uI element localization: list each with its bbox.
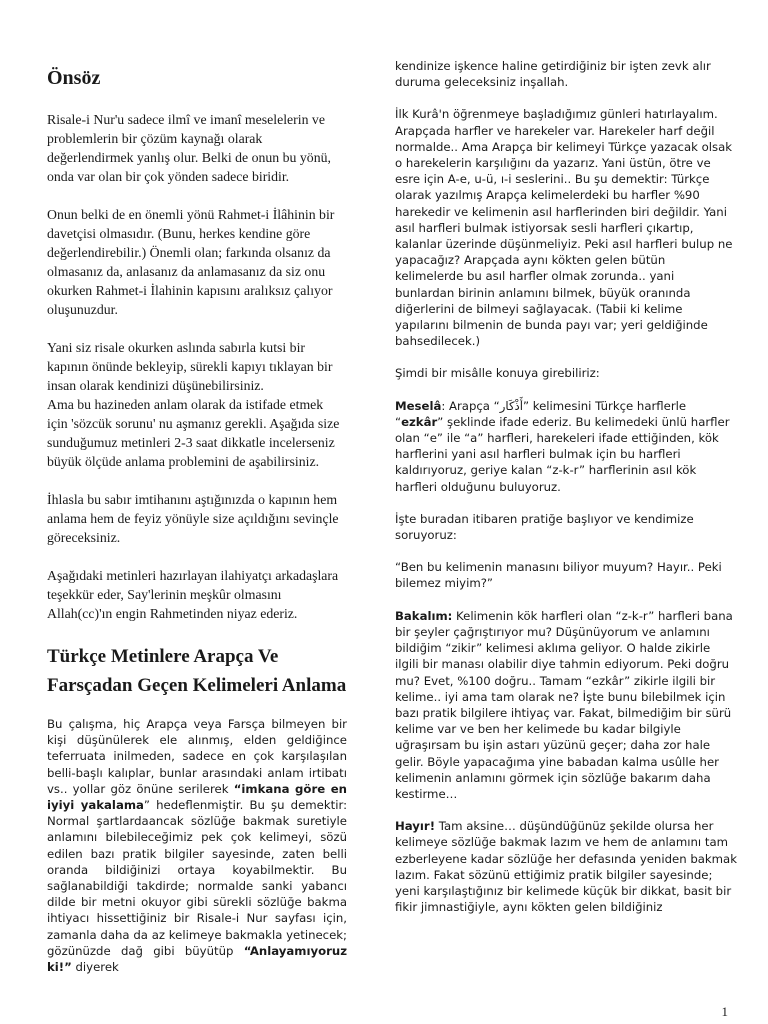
text-run: ” şeklinde ifade ederiz. Bu kelimedeki ünlü harfler olan “e” ile “a” harfleri, harekeleri ifade ettiğinden, kök harflerini yani asıl harfleri bulmak için bu harfleri kaldırıyoruz, geriye kalan “z-k-r” harflerinin asıl kök harfleri olduğunu buluyoruz.: [395, 414, 730, 494]
text-run: ” kelimesini Türkçe harflerle “: [395, 398, 687, 429]
text-run: : Arapça “: [441, 398, 500, 413]
preface-paragraph-6: Aşağıdaki metinleri hazırlayan ilahiyatçı arkadaşlara teşekkür eder, Say'lerinin meşkûr olmasını Allah(cc)'ın engin Rahmetinden niyaz ederiz.: [47, 568, 339, 621]
page-number: 1: [721, 1004, 728, 1019]
bold-phrase: “imkana göre en iyiyi yakalama: [47, 781, 347, 813]
right-paragraph-5: İşte buradan itibaren pratiğe başlıyor ve kendimize soruyoruz:: [395, 511, 694, 543]
text-run: Tam aksine… düşündüğünüz şekilde olursa her kelimeye sözlüğe bakmak lazım ve hem de anlamını tam ezberleyene kadar sözlüğe her defasında yeniden bakmak lazım. Fakat sözünü ettiğimiz pratik bilgiler sayesinde; yeni karşılaştığınız bir kelimede küçük bir dikkat, basit bir fikir jimnastiğiyle, aynı kökten gelen bildiğiniz: [395, 819, 737, 915]
preface-heading: Önsöz: [47, 67, 101, 89]
quoted-question: “Ben bu kelimenin manasını biliyor muyum? Hayır.. Peki bilemez miyim?”: [395, 560, 722, 591]
bold-phrase: “Anlayamıyoruz ki!”: [47, 943, 347, 975]
preface-paragraph-5: İhlasla bu sabır imtihanını aştığınızda o kapının hem anlama hem de feyiz yönüyle size açıldığını sevinçle göreceksiniz.: [47, 492, 339, 545]
transliterated-word: ezkâr: [401, 414, 438, 429]
text-run: diyerek: [71, 960, 119, 975]
section-heading: Türkçe Metinlere Arapça Ve Farsçadan Geçen Kelimeleri Anlama: [47, 646, 347, 696]
arabic-word: أَذْكَار: [499, 398, 523, 413]
paragraph-label: Bakalım:: [395, 608, 453, 623]
right-paragraph-1: kendinize işkence haline getirdiğiniz bir işten zevk alır duruma geleceksiniz inşallah.: [395, 59, 711, 90]
text-run: Kelimenin kök harfleri olan “z-k-r” harfleri bana bir şeyler çağrıştırıyor mu? Düşünüyorum ve anlamını bildiğim “zikir” kelimesi aklıma geliyor. O halde zikirle ilgili bir manası olabilir diye tahmin ediyorum. Peki doğru mu? Evet, %100 doğru.. Tamam “ezkâr” zikirle ilgili bir kelime.. iyi ama tam olarak ne? İşte bunu bilebilmek için bazı pratik bilgilere ihtiyaç var. Fakat, bilmediğim bir sürü kelime var ve ben her kelimede bu kadar bilgiyle uğraşırsam bu işin astarı yüzünü geçer; daha zor hale gelir. Böyle yapacağıma yine babadan kalma usûlle her kelimenin anlamını görmek için sözlüğe bakarım daha kestirme…: [395, 608, 733, 801]
right-paragraph-3: Şimdi bir misâlle konuya girebiliriz:: [395, 366, 600, 381]
section-paragraph-1: [47, 716, 347, 975]
right-column: [395, 58, 737, 915]
preface-paragraph-1: Risale-i Nur'u sadece ilmî ve imanî meselelerin ve problemlerin bir çözüm kaynağı olarak değerlendirmek yanlış olur. Belki de onun bu yönü, onda var olan bir çok yönden sadece biridir.: [47, 112, 331, 184]
preface-paragraph-2: Onun belki de en önemli yönü Rahmet-i İlâhinin bir davetçisi olmasıdır. (Bunu, herkes kendine göre değerlendirebilir.) Önemli olan; farkında olsanız da olmasanız da, anlasanız da anlamasanız da siz onu okurken Rahmet-i İlahinin kapısını aralıksız çalıyor oluşunuzdur.: [47, 207, 335, 317]
example-paragraph: [395, 398, 737, 495]
preface-paragraph-3: Yani siz risale okurken aslında sabırla kutsi bir kapının önünde bekleyip, sürekli kapıyı tıklayan bir insan olarak kendinizi düşünebilirsiniz.: [47, 340, 333, 393]
preface-paragraph-4: Ama bu hazineden anlam olarak da istifade etmek için 'sözcük sorunu' nu aşmanız gerekli. Aşağıda size sunduğumuz metinleri 2-3 saat dikkatle incelerseniz büyük ölçüde anlama problemini de aşabilirsiniz.: [47, 397, 340, 469]
left-column: [47, 58, 347, 975]
right-paragraph-2: İlk Kurâ'n öğrenmeye başladığımız günleri hatırlayalım. Arapçada harfler ve harekeler var. Harekeler harf değil normalde.. Ama Arapça bir kelimeyi Türkçe yazacak olsak o harekelerin karşılığını da yazarız. Yani üstün, ötre ve esre için A-e, u-ü, ı-i seslerini.. Bu şu demektir: Türkçe olarak yazılmış Arapça kelimelerdeki bu harfler %90 harekedir ve kelimenin asıl harflerinden biri değildir. Yani asıl harfleri bulmak istiyorsak sesli harfleri çıkartıp, kalanlar üzerinde düşünmeliyiz. Peki asıl harfleri bulup ne yapacağız? Arapçada aynı kökten gelen bütün kelimelerde bu asıl harfler olmak zorunda.. yani bunlardan birinin anlamını bilmek, büyük oranında diğerlerini de bilmeyi sağlayacak. (Tabii ki kelime yapılarını bilmenin de bunda payı var; yeri geldiğinde bahsedilecek.): [395, 107, 733, 349]
let-us-see-paragraph: [395, 608, 737, 802]
paragraph-label: Hayır!: [395, 819, 436, 834]
text-run: ” hedeflenmiştir. Bu şu demektir: Normal şartlardaancak sözlüğe bakmak suretiyle anlamını bilebileceğimiz pek çok kelimeyi, sözü edilen bazı pratik bilgiler sayesinde, zaten belli oranda bildiğinizi ortaya koyabilmektir. Bu sağlanabildiği takdirde; normalde sanki yabancı dilde bir metni okuyor gibi sürekli sözlüğe bakma ihtiyacı hissettiğiniz bir Risale-i Nur sayfası için, zamanla daha da az kelimeye bakmakla yetinecek; gözünüzde dağ gibi büyütüp: [47, 798, 348, 958]
text-run: Bu çalışma, hiç Arapça veya Farsça bilmeyen bir kişi düşünülerek ele alınmış, elden geldiğince teferruata inilmeden, sadece en çok karşılaşılan belli-başlı kalıplar, bunlar arasındaki anlam irtibatı vs.. yollar göz önüne serilerek: [47, 717, 347, 796]
no-paragraph: [395, 818, 737, 915]
example-label: Meselâ: [395, 398, 442, 413]
